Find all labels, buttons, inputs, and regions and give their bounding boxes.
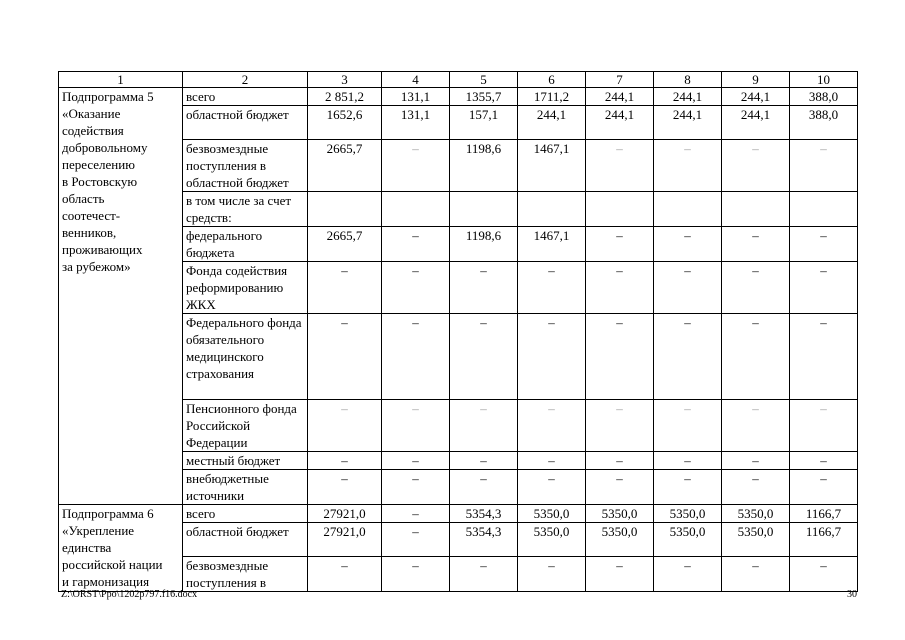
value-cell: – — [308, 400, 382, 452]
value-cell: – — [518, 452, 586, 470]
value-cell: – — [382, 400, 450, 452]
value-cell: 2 851,2 — [308, 88, 382, 106]
value-cell: – — [308, 557, 382, 592]
value-cell: 1467,1 — [518, 140, 586, 192]
value-cell: – — [450, 262, 518, 314]
value-cell: – — [382, 452, 450, 470]
value-cell: – — [382, 523, 450, 557]
value-cell: – — [518, 470, 586, 505]
value-cell: 1166,7 — [790, 523, 858, 557]
value-cell: 1711,2 — [518, 88, 586, 106]
value-cell: – — [382, 505, 450, 523]
row-label: Пенсионного фонда Российской Федерации — [183, 400, 308, 452]
value-cell: 5350,0 — [586, 505, 654, 523]
value-cell: – — [450, 400, 518, 452]
value-cell: – — [790, 227, 858, 262]
row-label: безвозмездные поступления в областной бюджет — [183, 140, 308, 192]
program6-title: Подпрограмма 6 «Укрепление единства российской нации и гармонизация — [59, 505, 183, 592]
value-cell: 1467,1 — [518, 227, 586, 262]
value-cell: – — [722, 314, 790, 400]
value-cell: 27921,0 — [308, 523, 382, 557]
value-cell: 1652,6 — [308, 106, 382, 140]
value-cell — [308, 192, 382, 227]
value-cell: 131,1 — [382, 106, 450, 140]
value-cell: – — [586, 314, 654, 400]
header-row — [59, 72, 858, 88]
table-row — [59, 88, 858, 106]
value-cell: – — [790, 557, 858, 592]
budget-table — [58, 71, 858, 592]
value-cell: – — [722, 470, 790, 505]
value-cell: – — [586, 452, 654, 470]
value-cell: – — [586, 262, 654, 314]
value-cell: – — [382, 557, 450, 592]
value-cell: – — [722, 452, 790, 470]
value-cell — [382, 192, 450, 227]
header-cell: 8 — [654, 72, 722, 88]
value-cell: – — [654, 227, 722, 262]
header-cell: 4 — [382, 72, 450, 88]
value-cell: – — [518, 262, 586, 314]
value-cell: – — [586, 470, 654, 505]
value-cell: – — [518, 557, 586, 592]
value-cell: 388,0 — [790, 88, 858, 106]
value-cell: – — [450, 452, 518, 470]
row-label: Федерального фонда обязательного медицинского страхования — [183, 314, 308, 400]
value-cell: 5350,0 — [654, 505, 722, 523]
value-cell — [654, 192, 722, 227]
value-cell — [586, 192, 654, 227]
value-cell: 5354,3 — [450, 505, 518, 523]
value-cell: – — [450, 470, 518, 505]
value-cell: – — [586, 557, 654, 592]
value-cell: 244,1 — [654, 88, 722, 106]
header-cell: 6 — [518, 72, 586, 88]
value-cell: – — [722, 227, 790, 262]
value-cell: 5354,3 — [450, 523, 518, 557]
value-cell: – — [654, 557, 722, 592]
value-cell: 244,1 — [722, 88, 790, 106]
value-cell: – — [790, 452, 858, 470]
value-cell: – — [308, 452, 382, 470]
value-cell: 131,1 — [382, 88, 450, 106]
header-cell: 10 — [790, 72, 858, 88]
value-cell — [790, 192, 858, 227]
value-cell: – — [722, 400, 790, 452]
value-cell: – — [722, 557, 790, 592]
value-cell: – — [654, 452, 722, 470]
value-cell: – — [790, 314, 858, 400]
value-cell: – — [450, 557, 518, 592]
value-cell: – — [654, 140, 722, 192]
header-cell: 7 — [586, 72, 654, 88]
value-cell: 1198,6 — [450, 140, 518, 192]
value-cell: – — [586, 140, 654, 192]
value-cell — [450, 192, 518, 227]
value-cell: – — [722, 140, 790, 192]
value-cell: – — [518, 400, 586, 452]
value-cell: – — [308, 470, 382, 505]
row-label: внебюджетные источники — [183, 470, 308, 505]
header-cell: 9 — [722, 72, 790, 88]
value-cell: 244,1 — [722, 106, 790, 140]
value-cell: 388,0 — [790, 106, 858, 140]
value-cell: 1355,7 — [450, 88, 518, 106]
row-label: областной бюджет — [183, 523, 308, 557]
value-cell: 5350,0 — [722, 505, 790, 523]
value-cell: 2665,7 — [308, 227, 382, 262]
value-cell: 1166,7 — [790, 505, 858, 523]
value-cell: – — [790, 400, 858, 452]
value-cell: 244,1 — [586, 88, 654, 106]
row-label: безвозмездные поступления в — [183, 557, 308, 592]
row-label: федерального бюджета — [183, 227, 308, 262]
row-label: местный бюджет — [183, 452, 308, 470]
page-number: 30 — [847, 589, 857, 600]
value-cell: 5350,0 — [518, 505, 586, 523]
value-cell: – — [654, 262, 722, 314]
value-cell: – — [790, 262, 858, 314]
value-cell — [518, 192, 586, 227]
footer-file-path: Z:\ORST\Ppo\1202p797.f16.docx — [61, 589, 198, 600]
value-cell: – — [790, 470, 858, 505]
table-row — [59, 505, 858, 523]
value-cell: – — [382, 470, 450, 505]
header-cell: 3 — [308, 72, 382, 88]
value-cell — [722, 192, 790, 227]
value-cell: – — [586, 227, 654, 262]
value-cell: 5350,0 — [586, 523, 654, 557]
program5-title: Подпрограмма 5 «Оказание содействия добровольному переселению в Ростовскую область соотечест- венников, проживающих за рубежом» — [59, 88, 183, 505]
value-cell: – — [382, 262, 450, 314]
value-cell: – — [722, 262, 790, 314]
value-cell: 157,1 — [450, 106, 518, 140]
value-cell: 2665,7 — [308, 140, 382, 192]
row-label: в том числе за счет средств: — [183, 192, 308, 227]
header-cell: 1 — [59, 72, 183, 88]
value-cell: 244,1 — [518, 106, 586, 140]
value-cell: – — [308, 314, 382, 400]
row-label: всего — [183, 505, 308, 523]
value-cell: – — [654, 400, 722, 452]
value-cell: 5350,0 — [518, 523, 586, 557]
value-cell: 244,1 — [654, 106, 722, 140]
value-cell: 27921,0 — [308, 505, 382, 523]
row-label: всего — [183, 88, 308, 106]
value-cell: 244,1 — [586, 106, 654, 140]
value-cell: – — [654, 470, 722, 505]
value-cell: – — [382, 227, 450, 262]
value-cell: 5350,0 — [722, 523, 790, 557]
row-label: Фонда содействия реформированию ЖКХ — [183, 262, 308, 314]
value-cell: – — [382, 314, 450, 400]
value-cell: – — [654, 314, 722, 400]
header-cell: 2 — [183, 72, 308, 88]
value-cell: – — [450, 314, 518, 400]
value-cell: – — [518, 314, 586, 400]
row-label: областной бюджет — [183, 106, 308, 140]
value-cell: 5350,0 — [654, 523, 722, 557]
header-cell: 5 — [450, 72, 518, 88]
value-cell: – — [586, 400, 654, 452]
value-cell: 1198,6 — [450, 227, 518, 262]
value-cell: – — [790, 140, 858, 192]
value-cell: – — [308, 262, 382, 314]
value-cell: – — [382, 140, 450, 192]
